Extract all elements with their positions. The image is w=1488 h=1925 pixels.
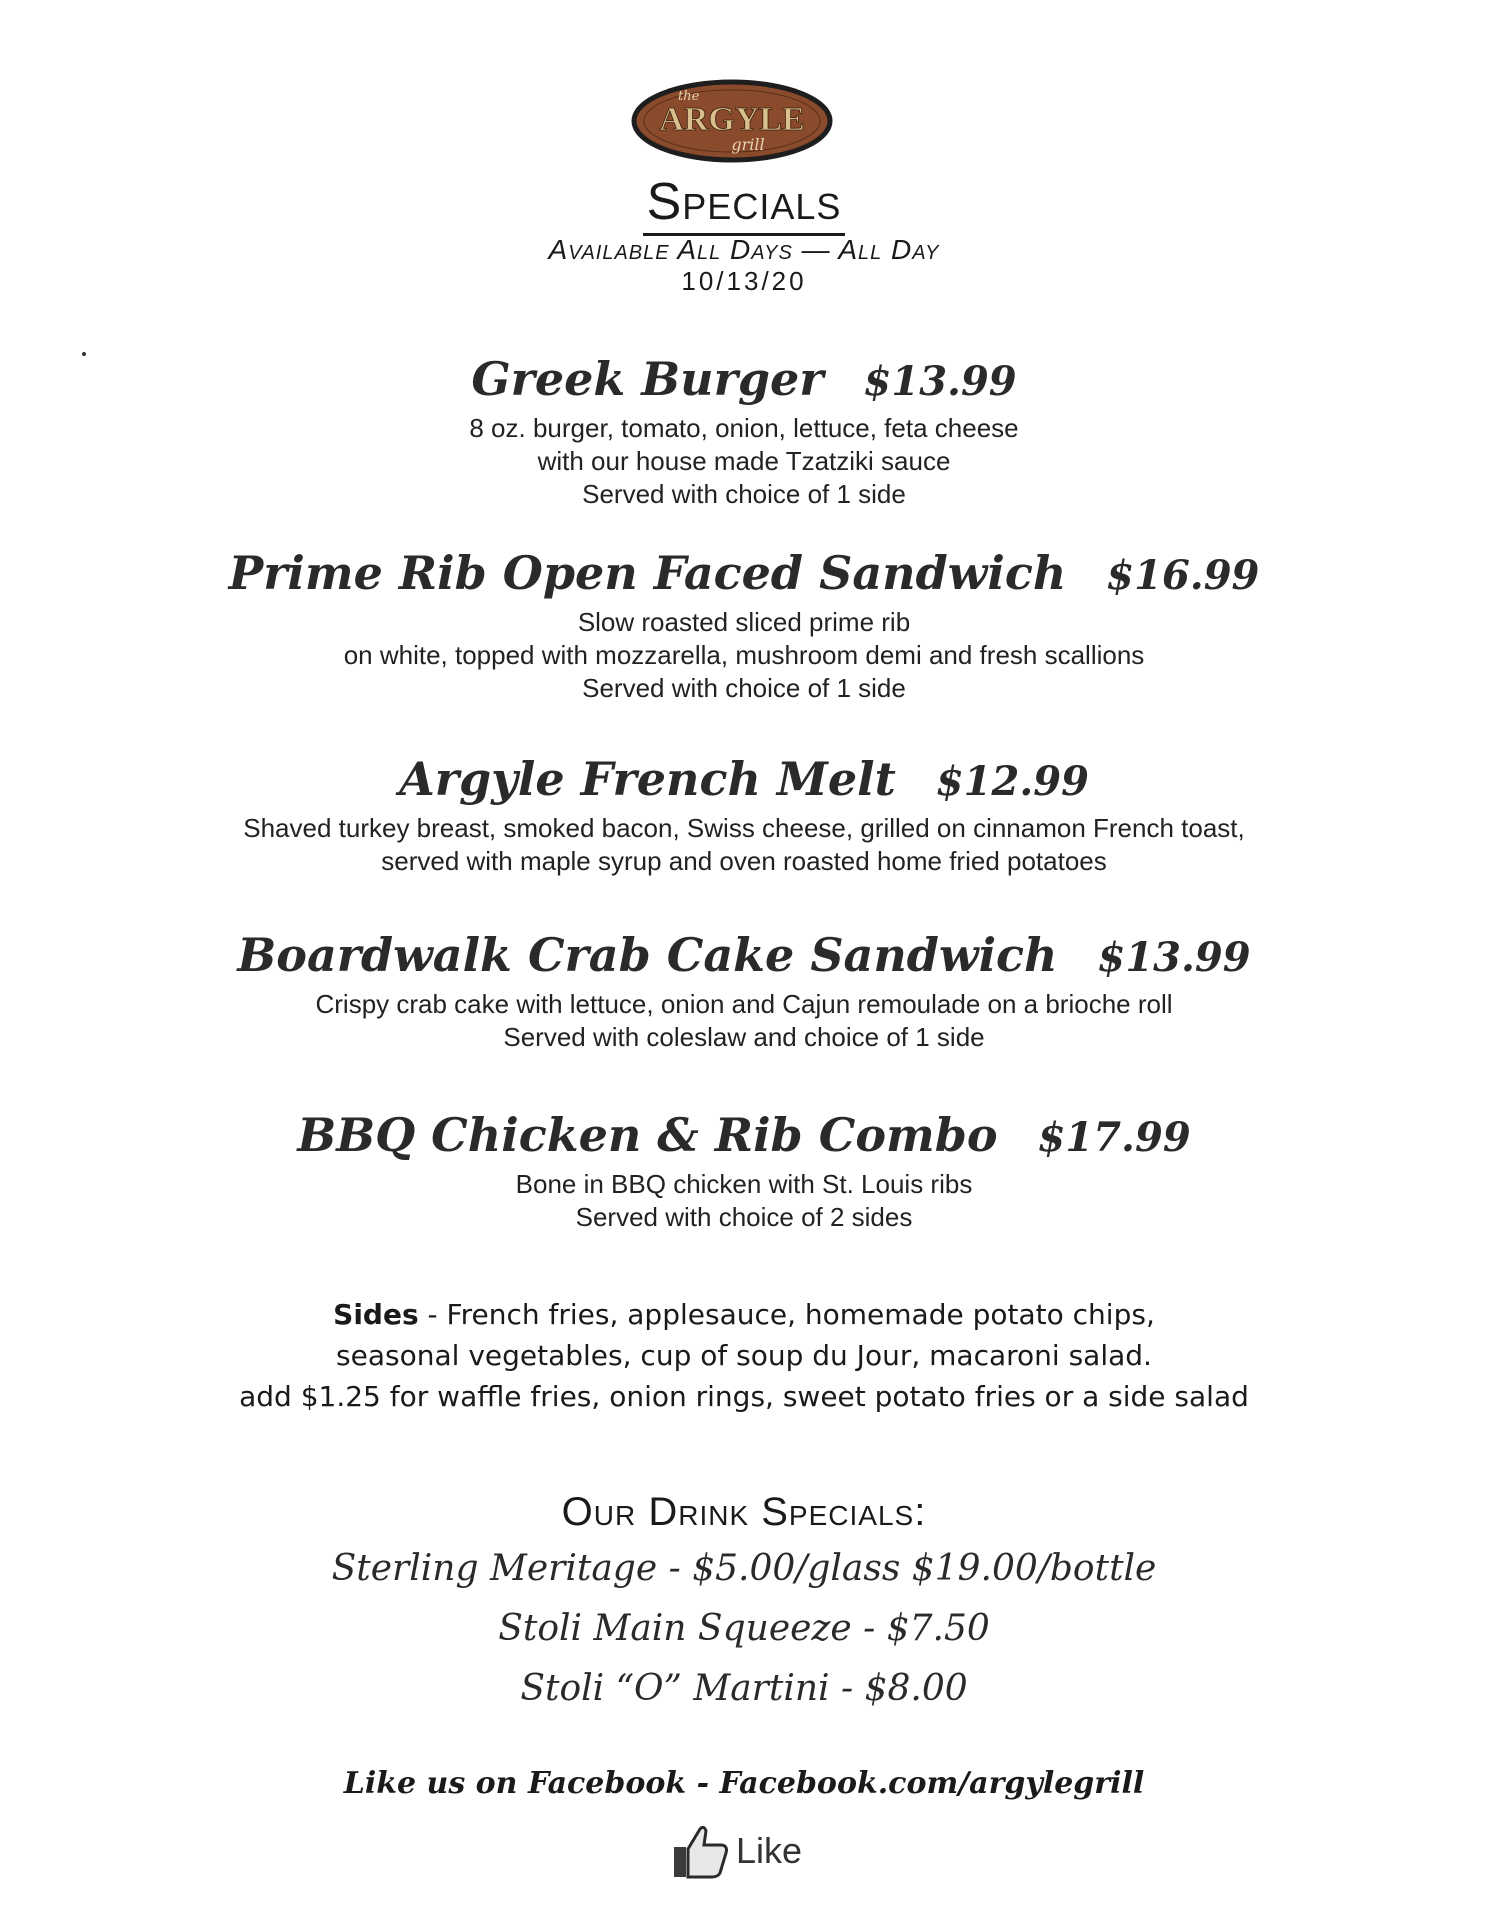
description-line: served with maple syrup and oven roasted home fried potatoes [381,846,1107,876]
item-description [0,812,1488,878]
description-line: Shaved turkey breast, smoked bacon, Swiss cheese, grilled on cinnamon French toast, [243,813,1245,843]
item-price: $12.99 [935,758,1089,805]
description-line: Served with choice of 2 sides [575,1202,913,1232]
facebook-like-button[interactable] [672,1822,802,1880]
description-line: Served with choice of 1 side [582,673,906,703]
item-description [0,412,1488,511]
drink-item: Stoli Main Squeeze - $7.50 [498,1608,990,1649]
drink-item: Stoli “O” Martini - $8.00 [520,1668,968,1709]
item-price: $13.99 [863,358,1017,405]
item-price: $16.99 [1106,552,1260,599]
description-line: with our house made Tzatziki sauce [537,446,951,476]
item-description [0,606,1488,705]
description-line: Served with coleslaw and choice of 1 side [503,1022,985,1052]
item-description [0,1168,1488,1234]
page-title: Specials [0,172,1488,232]
facebook-promo: Like us on Facebook - Facebook.com/argylegrill [343,1766,1145,1801]
sides-line [0,1294,1488,1335]
item-price: $13.99 [1097,934,1251,981]
item-name: Boardwalk Crab Cake Sandwich [237,928,1058,982]
menu-item-title [0,352,1488,406]
item-name: Argyle French Melt [399,752,896,806]
menu-item-title [0,1108,1488,1162]
drink-item: Sterling Meritage - $5.00/glass $19.00/bottle [331,1548,1157,1589]
item-name: BBQ Chicken & Rib Combo [297,1108,998,1162]
description-line: 8 oz. burger, tomato, onion, lettuce, feta cheese [469,413,1019,443]
availability-subtitle: Available All Days — All Day [548,234,940,265]
like-label: Like [736,1830,803,1871]
description-line: Slow roasted sliced prime rib [577,607,911,637]
drink-specials-heading: Our Drink Specials: [561,1490,927,1534]
sides-section [0,1294,1488,1417]
sides-text: - French fries, applesauce, homemade potato chips, [418,1298,1155,1331]
logo-bottom-text: grill [731,135,765,154]
logo-main-text: ARGYLE [659,101,805,138]
sides-line: add $1.25 for waffle fries, onion rings, sweet potato fries or a side salad [239,1380,1249,1413]
description-line: Served with choice of 1 side [582,479,906,509]
description-line: Bone in BBQ chicken with St. Louis ribs [515,1169,973,1199]
item-price: $17.99 [1037,1114,1191,1161]
item-name: Prime Rib Open Faced Sandwich [228,546,1067,600]
item-description [0,988,1488,1054]
sides-label: Sides [333,1298,419,1331]
logo-top-text: the [678,89,700,104]
menu-item-title [0,546,1488,600]
description-line: Crispy crab cake with lettuce, onion and Cajun remoulade on a brioche roll [315,989,1173,1019]
sides-line: seasonal vegetables, cup of soup du Jour, macaroni salad. [336,1339,1152,1372]
menu-date: 10/13/20 [681,266,807,296]
description-line: on white, topped with mozzarella, mushroom demi and fresh scallions [343,640,1145,670]
menu-item-title [0,752,1488,806]
item-name: Greek Burger [471,352,824,406]
menu-item-title [0,928,1488,982]
argyle-grill-logo [630,78,834,164]
thumbs-up-icon [672,1823,730,1879]
